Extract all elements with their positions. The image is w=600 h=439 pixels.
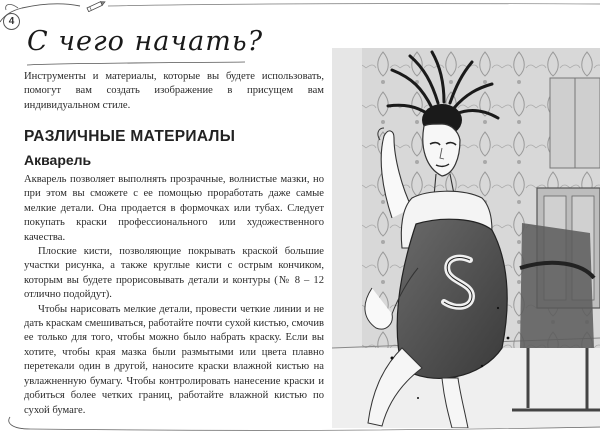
paragraph: Плоские кисти, позволяющие покрывать краской большие участки рисунка, а также круглые кисти с острым кончиком, которым вы будете прорисовывать детали и контуры (№ 8 – 12 отлично подойдут). (24, 246, 324, 301)
section-heading: РАЗЛИЧНЫЕ МАТЕРИАЛЫ (24, 128, 236, 145)
bottom-swirl-ornament (0, 415, 600, 439)
pencil-icon (85, 0, 107, 12)
fashion-illustration (332, 48, 600, 428)
intro-paragraph: Инструменты и материалы, которые вы будете использовать, помогут вам создать изображение в присущем вам индивидуальном стиле. (24, 71, 324, 111)
page-title: С чего начать? (27, 26, 264, 57)
title-underline-ornament (27, 59, 245, 69)
page-number: 4 (8, 16, 15, 27)
paragraph: Чтобы нарисовать мелкие детали, провести четкие линии и не дать краскам смешиваться, работайте почти сухой кистью, смочив ее только для того, чтобы можно было набрать краску. Если вы хотите, чтобы края мазка были размытыми или цвета плавно перетекали один в другой, наносите краски влажной кистью на увлажненную бумагу. Чтобы контролировать нанесение краски и добиться более четких границ, работайте влажной кистью по сухой бумаге. (24, 303, 324, 416)
body-text (24, 173, 324, 418)
paragraph: Акварель позволяет выполнять прозрачные, волнистые мазки, но при этом вы сможете с ее помощью проработать даже самые мелкие детали. Она продается в формочках или тубах. Следует покупать краски профессионального или художественного качества. (24, 174, 324, 243)
subsection-heading: Акварель (24, 152, 92, 168)
page-number-badge (3, 13, 20, 30)
fashion-illustration-drawing (332, 48, 600, 428)
